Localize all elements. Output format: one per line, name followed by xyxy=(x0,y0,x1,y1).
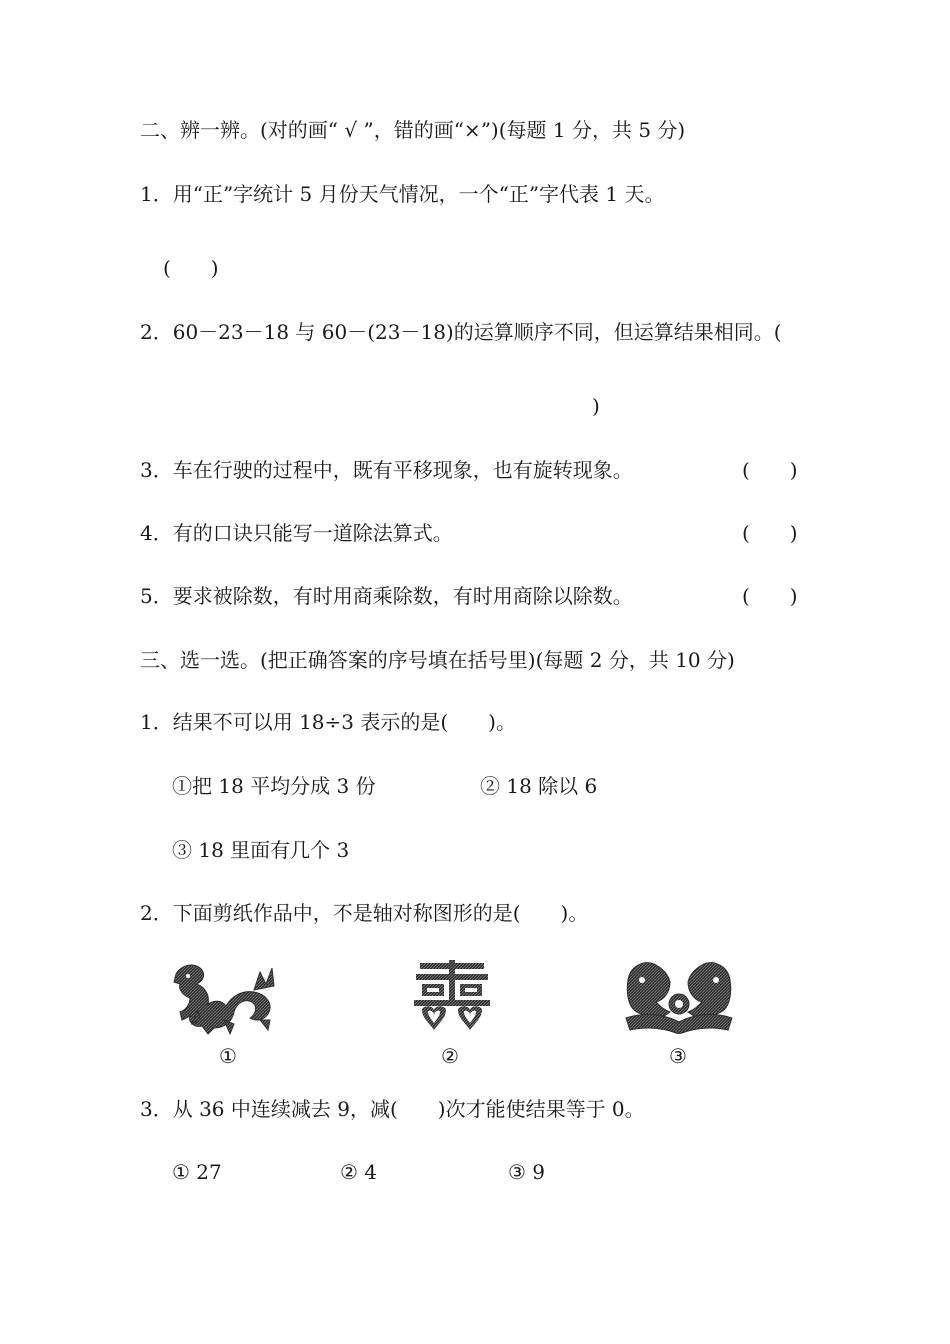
s2-q5-text: 5．要求被除数，有时用商乘除数，有时用商除以除数。 xyxy=(140,584,633,608)
s2-q3-text: 3．车在行驶的过程中，既有平移现象，也有旋转现象。 xyxy=(140,458,633,482)
s3-q3-option-2[interactable]: ② 4 xyxy=(340,1160,378,1184)
s3-q3-option-1[interactable]: ① 27 xyxy=(172,1160,222,1184)
section-2-title: 二、辨一辨。(对的画“ √ ”，错的画“×”)(每题 1 分，共 5 分) xyxy=(140,118,686,142)
s3-q3-text: 3．从 36 中连续减去 9，减( )次才能使结果等于 0。 xyxy=(140,1097,645,1121)
s2-q2-answer-paren[interactable]: ) xyxy=(592,394,600,418)
s2-q1-answer-paren[interactable]: ( ) xyxy=(163,256,219,280)
papercut-caption-2[interactable]: ② xyxy=(441,1044,459,1068)
s2-q4-text: 4．有的口诀只能写一道除法算式。 xyxy=(140,521,453,545)
s3-q3-option-3[interactable]: ③ 9 xyxy=(508,1160,546,1184)
s3-q1-option-3[interactable]: ③ 18 里面有几个 3 xyxy=(172,838,350,862)
section-3-title: 三、选一选。(把正确答案的序号填在括号里)(每题 2 分，共 10 分) xyxy=(140,648,735,672)
s2-q4-answer-paren[interactable]: ( ) xyxy=(742,521,798,545)
dragon-papercut-image xyxy=(168,960,283,1036)
double-happiness-papercut-image xyxy=(414,960,490,1034)
lion-flower-papercut-image xyxy=(624,960,734,1034)
s3-q1-option-1[interactable]: ①把 18 平均分成 3 份 xyxy=(172,774,376,798)
s3-q1-option-2[interactable]: ② 18 除以 6 xyxy=(480,774,598,798)
s3-q1-text: 1．结果不可以用 18÷3 表示的是( )。 xyxy=(140,710,516,734)
s3-q2-text: 2．下面剪纸作品中，不是轴对称图形的是( )。 xyxy=(140,901,589,925)
s2-q1-text: 1．用“正”字统计 5 月份天气情况，一个“正”字代表 1 天。 xyxy=(140,182,665,206)
papercut-caption-1[interactable]: ① xyxy=(219,1044,237,1068)
papercut-caption-3[interactable]: ③ xyxy=(669,1044,687,1068)
s2-q5-answer-paren[interactable]: ( ) xyxy=(742,584,798,608)
s2-q3-answer-paren[interactable]: ( ) xyxy=(742,458,798,482)
s2-q2-text: 2．60－23－18 与 60－(23－18)的运算顺序不同，但运算结果相同。( xyxy=(140,320,782,344)
